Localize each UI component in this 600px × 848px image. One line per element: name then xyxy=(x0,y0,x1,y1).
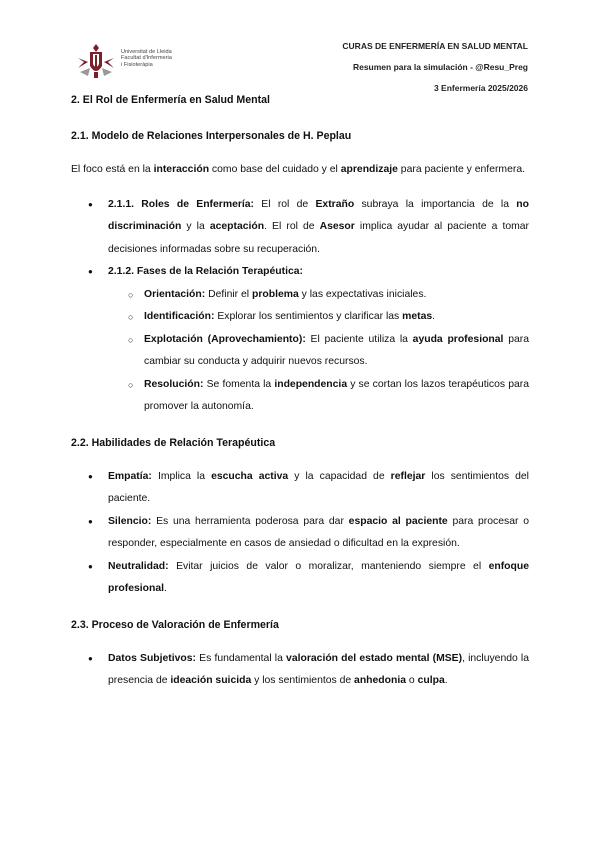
university-logo xyxy=(74,42,194,82)
list-item-empatia: ● Empatía: Implica la escucha activa y la capacidad de reflejar los sentimientos del paciente. xyxy=(71,466,529,511)
header-subtitle: Resumen para la simulación - @Resu_Preg xyxy=(352,62,528,72)
section-title: 2. El Rol de Enfermería en Salud Mental xyxy=(71,94,270,106)
header-year: 3 Enfermería 2025/2026 xyxy=(433,83,528,93)
habilidades-list xyxy=(71,466,529,601)
peplau-intro: El foco está en la interacción como base del cuidado y el aprendizaje para paciente y enfermera. xyxy=(71,164,525,175)
subsection-title-2-2: 2.2. Habilidades de Relación Terapéutica xyxy=(71,436,276,449)
fases-sublist xyxy=(108,284,529,419)
sublist-item-explotacion: ○ Explotación (Aprovechamiento): El paciente utiliza la ayuda profesional para cambiar su conducta y adquirir nuevos recursos. xyxy=(108,329,529,374)
university-emblem-icon xyxy=(74,42,120,82)
list-item-datos-subjetivos: ● Datos Subjetivos: Es fundamental la valoración del estado mental (MSE), incluyendo la presencia de ideación suicida y los sentimientos de anhedonia o culpa. xyxy=(71,648,529,693)
sublist-item-identificacion: ○ Identificación: Explorar los sentimientos y clarificar las metas. xyxy=(108,306,529,329)
subsection-title-2-1: 2.1. Modelo de Relaciones Interpersonales de H. Peplau xyxy=(71,130,352,142)
list-item-fases: ● 2.1.2. Fases de la Relación Terapéutica: ○ Orientación: Definir el problema y las expectativas iniciales. ○ Identificación: Explorar los sentimientos y clarificar las metas. ○ Explotación (Aprovechamiento): El paciente utiliza la ayuda profesional para cambiar su conducta y adquirir nuevos recursos. ○ Resolución: Se fomenta la independencia y se cortan los lazos terapéuticos para promover la autonomía. xyxy=(71,261,529,419)
sublist-item-resolucion: ○ Resolución: Se fomenta la independencia y se cortan los lazos terapéuticos para promover la autonomía. xyxy=(108,374,529,419)
valoracion-list xyxy=(71,648,529,693)
list-item-roles: ● 2.1.1. Roles de Enfermería: El rol de Extraño subraya la importancia de la no discriminación y la aceptación. El rol de Asesor implica ayudar al paciente a tomar decisiones informadas sobre su recuperación. xyxy=(71,194,529,262)
university-name: Universitat de Lleida Facultat d'Infermeria i Fisioteràpia xyxy=(121,49,172,68)
subsection-title-2-3: 2.3. Proceso de Valoración de Enfermería xyxy=(71,618,279,631)
document-body xyxy=(71,88,529,693)
header-course-title: CURAS DE ENFERMERÍA EN SALUD MENTAL xyxy=(342,41,528,51)
sublist-item-orientacion: ○ Orientación: Definir el problema y las expectativas iniciales. xyxy=(108,284,529,307)
list-item-silencio: ● Silencio: Es una herramienta poderosa para dar espacio al paciente para procesar o responder, especialmente en casos de ansiedad o dificultad en la expresión. xyxy=(71,511,529,556)
list-item-neutralidad: ● Neutralidad: Evitar juicios de valor o moralizar, manteniendo siempre el enfoque profesional. xyxy=(71,556,529,601)
peplau-list xyxy=(71,194,529,419)
